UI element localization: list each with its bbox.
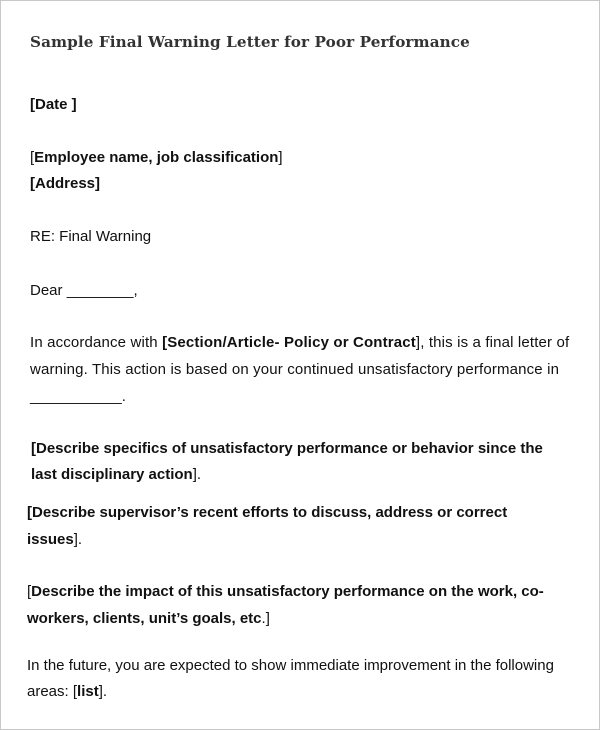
specifics-line-1 <box>31 440 543 458</box>
supervisor-line-1 <box>27 504 507 522</box>
impact-placeholder-cont: workers, clients, unit’s goals, etc <box>27 610 262 627</box>
future-line-2 <box>27 683 107 701</box>
intro-line-1 <box>30 334 569 352</box>
intro-blank: ___________ <box>30 388 122 405</box>
impact-suffix: .] <box>261 610 270 627</box>
list-placeholder: list <box>77 683 99 700</box>
intro-line-2: warning. This action is based on your continued unsatisfactory performance in <box>30 361 560 378</box>
impact-bracket: [ <box>27 583 32 600</box>
recipient-address-line <box>30 175 100 193</box>
supervisor-placeholder: [Describe supervisor’s recent efforts to discuss, address or correct <box>27 504 508 521</box>
specifics-placeholder: [Describe specifics of unsatisfactory performance or behavior since the <box>31 440 543 457</box>
intro-text-cont: ], this is a final letter of <box>415 334 570 351</box>
close-bracket: ] <box>278 149 283 166</box>
specifics-line-2 <box>31 466 201 484</box>
re-line: RE: Final Warning <box>30 228 152 245</box>
supervisor-suffix: ]. <box>73 531 83 548</box>
document-title: Sample Final Warning Letter for Poor Performance <box>30 33 470 51</box>
salutation <box>30 282 138 300</box>
future-suffix: ]. <box>98 683 108 700</box>
policy-placeholder: [Section/Article- Policy or Contract <box>162 334 416 351</box>
salutation-blank: ________ <box>66 282 134 299</box>
impact-line-1 <box>27 583 544 601</box>
open-bracket: [ <box>30 149 35 166</box>
recipient-address: [Address] <box>30 175 101 192</box>
impact-line-2 <box>27 610 270 628</box>
intro-text: In accordance with <box>30 334 163 351</box>
future-prefix: areas: [ <box>27 683 78 700</box>
date-placeholder <box>30 96 77 114</box>
salutation-suffix: , <box>133 282 138 299</box>
supervisor-placeholder-cont: issues <box>27 531 74 548</box>
date-placeholder-text: [Date ] <box>30 96 77 113</box>
recipient-name-line <box>30 149 283 167</box>
intro-period: . <box>121 388 126 405</box>
impact-placeholder: Describe the impact of this unsatisfactory performance on the work, co- <box>31 583 544 600</box>
specifics-placeholder-cont: last disciplinary action <box>31 466 193 483</box>
recipient-name-classification: Employee name, job classification <box>34 149 279 166</box>
supervisor-line-2 <box>27 531 82 549</box>
salutation-prefix: Dear <box>30 282 67 299</box>
future-line-1: In the future, you are expected to show immediate improvement in the following <box>27 657 554 674</box>
specifics-suffix: ]. <box>192 466 202 483</box>
intro-line-3 <box>30 388 126 406</box>
